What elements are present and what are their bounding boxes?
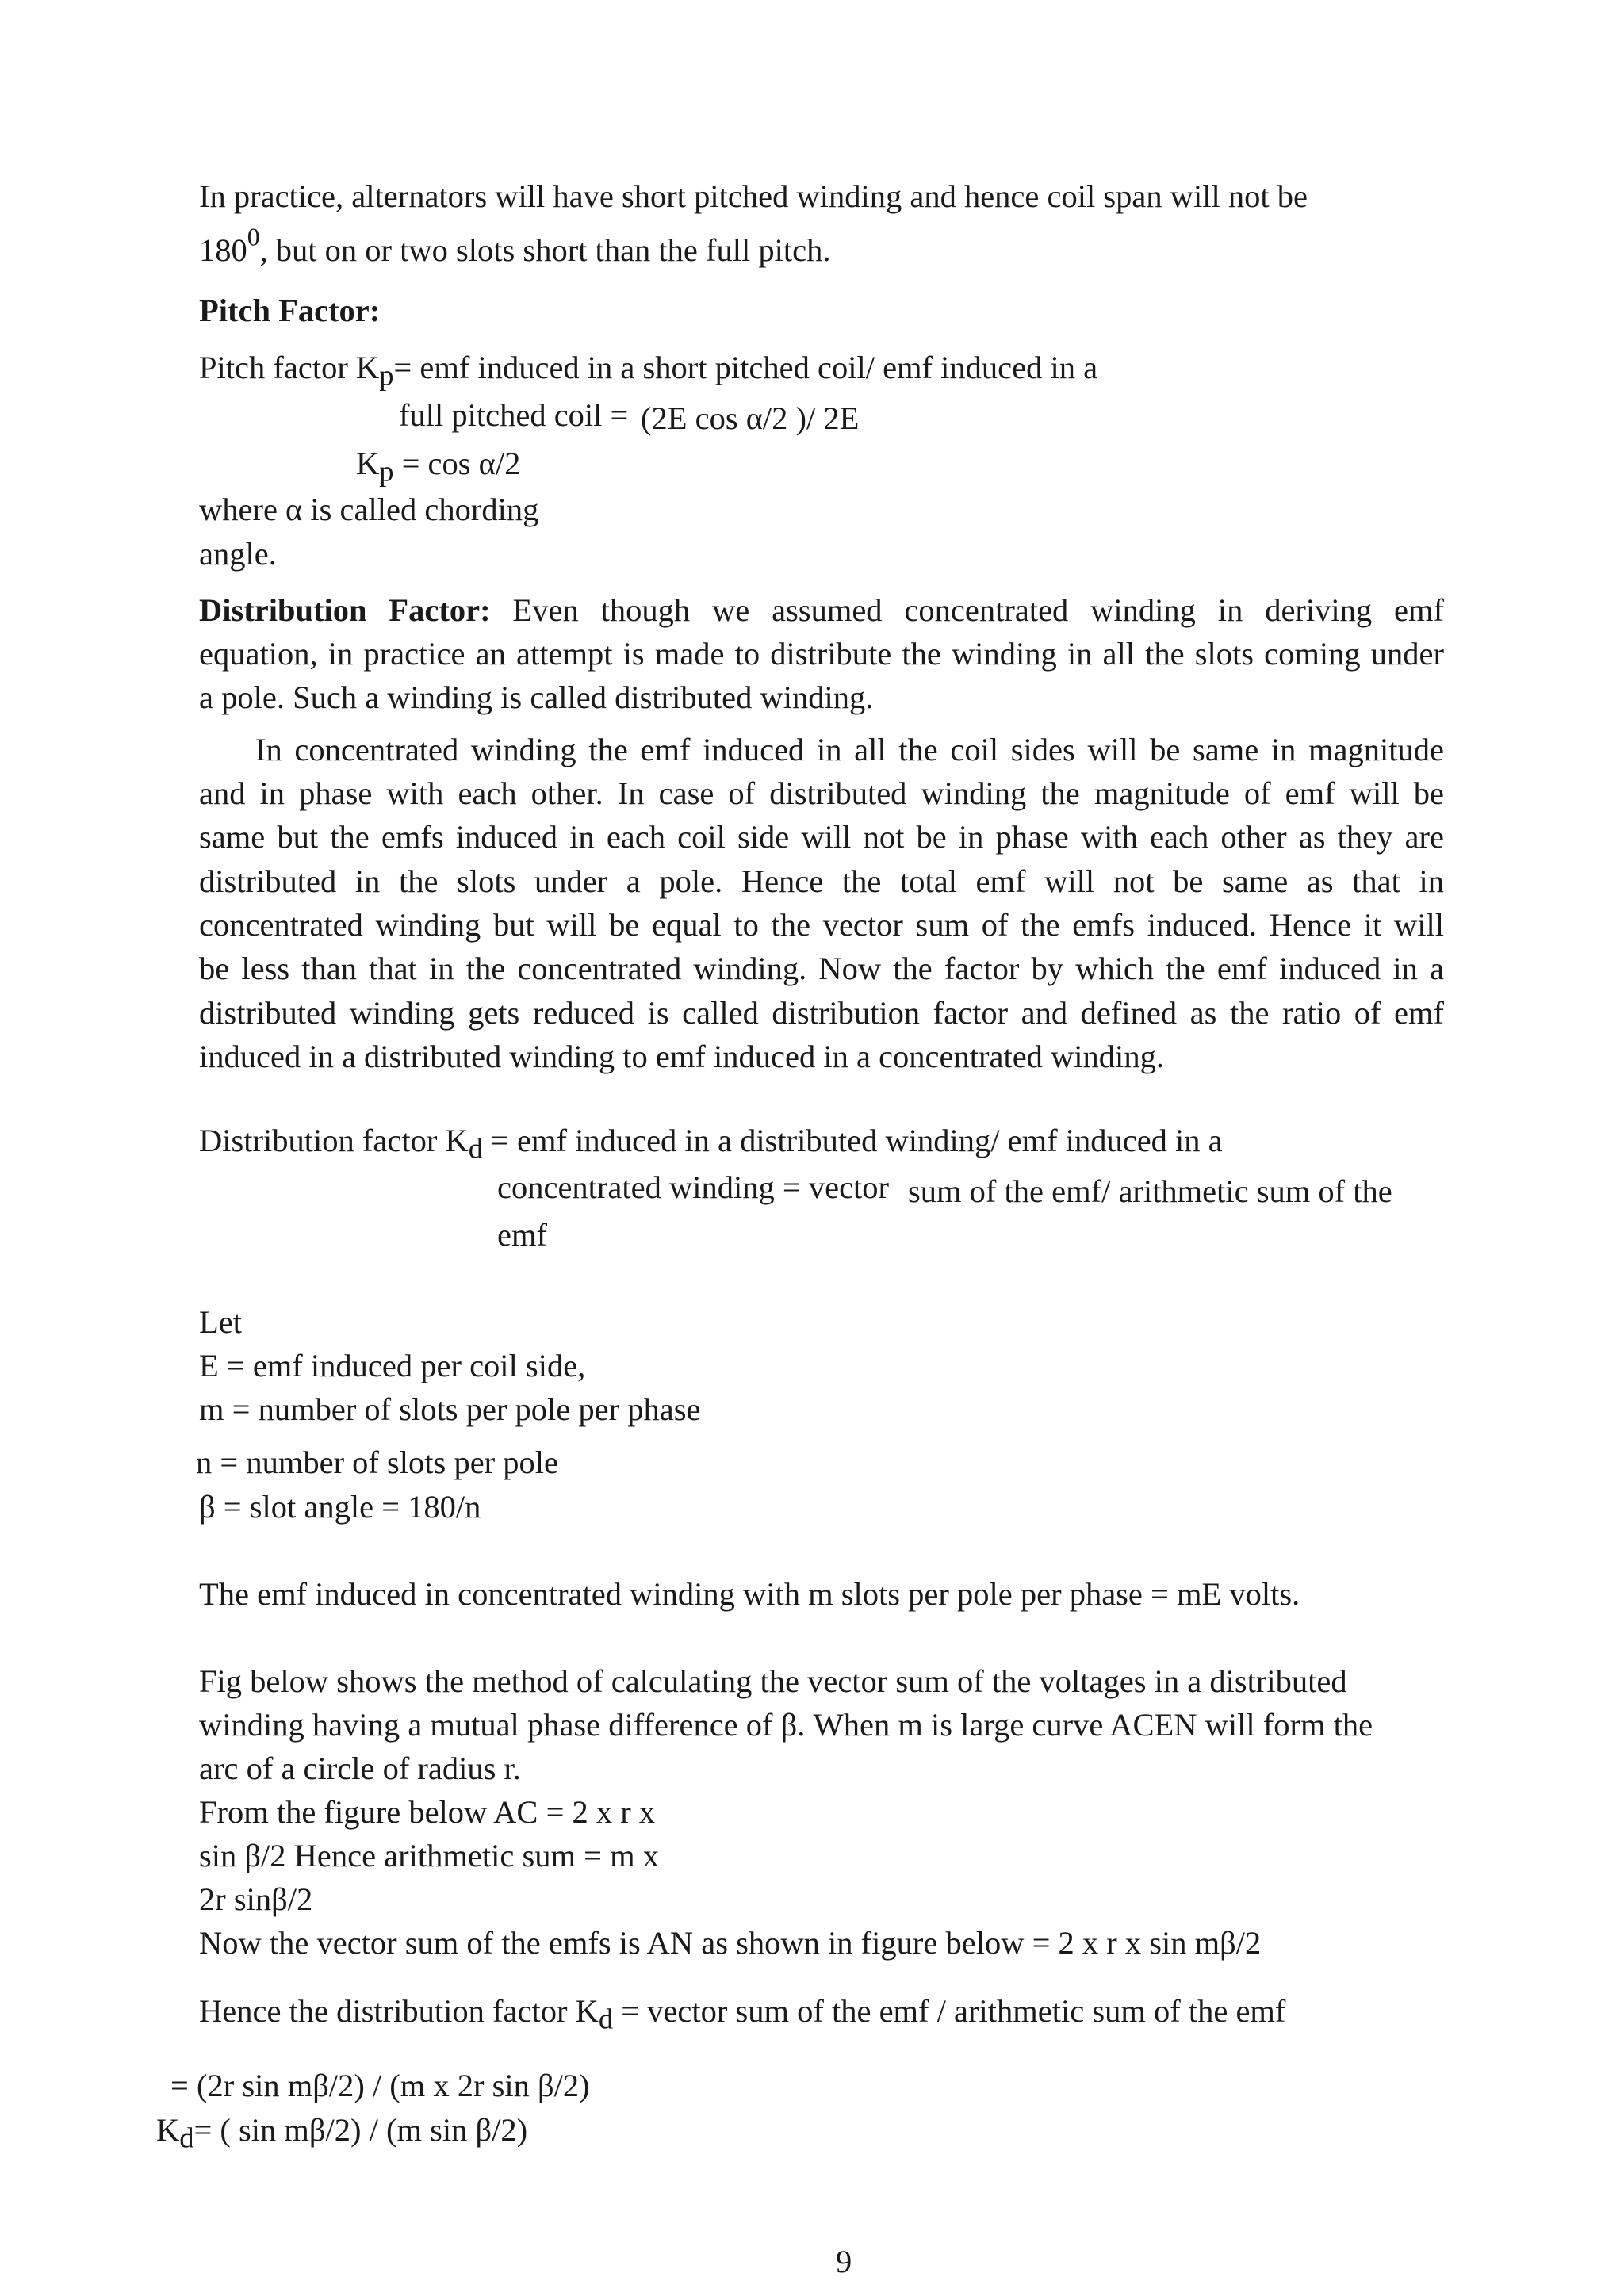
fig-line-2: winding having a mutual phase difference of β. When m is large curve ACEN will form the: [199, 1707, 1373, 1743]
pitch-def-rest: = emf induced in a short pitched coil/ emf induced in a: [393, 350, 1098, 385]
hence-prefix: Hence the distribution factor K: [199, 1993, 599, 2029]
distribution-p2-line-1: In concentrated winding the emf induced in all the coil sides will be same in magnitude: [255, 732, 1444, 767]
let-label: Let: [199, 1304, 242, 1340]
dist-def-continuation-c: emf: [497, 1217, 547, 1253]
distribution-p2-line-8: induced in a distributed winding to emf induced in a concentrated winding.: [199, 1039, 1164, 1074]
dist-def-subscript: d: [468, 1132, 483, 1165]
dist-def-prefix: Distribution factor K: [199, 1123, 469, 1158]
intro-line-2: [199, 223, 831, 272]
distribution-p1-line-2: equation, in practice an attempt is made to distribute the winding in all the slots coming under: [199, 636, 1444, 672]
pitch-eq-subscript: p: [379, 455, 394, 488]
distribution-p2-line-5: concentrated winding but will be equal to the vector sum of the emfs induced. Hence it will: [199, 907, 1444, 943]
pitch-eq-k: K: [356, 446, 380, 481]
pitch-factor-definition: [199, 346, 1098, 392]
equation-kd-final: [156, 2108, 527, 2152]
intro-line-2-rest: , but on or two slots short than the full pitch.: [259, 232, 831, 268]
hence-subscript: d: [598, 2003, 614, 2035]
distribution-p2-line-2: and in phase with each other. In case of distributed winding the magnitude of emf will be: [199, 775, 1444, 811]
distribution-factor-heading: Distribution Factor:: [199, 592, 491, 628]
hence-distribution-factor: [199, 1989, 1285, 2033]
distribution-p1-first-rest: Even though we assumed concentrated winding in deriving emf: [512, 592, 1445, 628]
eq2-subscript: d: [179, 2122, 194, 2154]
chording-where-line-2: angle.: [199, 536, 277, 572]
degree-superscript: 0: [247, 223, 260, 251]
let-m-definition: m = number of slots per pole per phase: [199, 1391, 701, 1427]
pitch-def-expression: (2E cos α/2 )/ 2E: [641, 400, 860, 436]
pitch-factor-heading: Pitch Factor:: [199, 293, 381, 328]
distribution-p1-line-1: [199, 588, 1444, 632]
fig-line-5: sin β/2 Hence arithmetic sum = m x: [199, 1838, 659, 1873]
equation-1: = (2r sin mβ/2) / (m x 2r sin β/2): [170, 2068, 590, 2103]
eq2-k: K: [156, 2112, 180, 2148]
let-e-definition: E = emf induced per coil side,: [199, 1348, 586, 1383]
vector-sum-statement: Now the vector sum of the emfs is AN as shown in figure below = 2 x r x sin mβ/2: [199, 1925, 1262, 1961]
concentrated-emf-statement: The emf induced in concentrated winding with m slots per pole per phase = mE volts.: [199, 1576, 1300, 1612]
pitch-def-continuation: full pitched coil =: [399, 397, 629, 433]
let-n-definition: n = number of slots per pole: [196, 1445, 559, 1480]
eq2-rest: = ( sin mβ/2) / (m sin β/2): [193, 2112, 528, 2148]
pitch-factor-equation: [356, 442, 521, 488]
dist-def-continuation-a: concentrated winding = vector: [497, 1169, 890, 1205]
distribution-p2-line-7: distributed winding gets reduced is called distribution factor and defined as the ratio of emf: [199, 995, 1444, 1031]
chording-where-line-1: where α is called chording: [199, 492, 539, 527]
intro-line-1: In practice, alternators will have short pitched winding and hence coil span will not be: [199, 178, 1308, 214]
dist-def-continuation-b: sum of the emf/ arithmetic sum of the: [908, 1173, 1392, 1209]
distribution-factor-definition: [199, 1119, 1223, 1165]
fig-line-4: From the figure below AC = 2 x r x: [199, 1794, 656, 1830]
distribution-p2-line-4: distributed in the slots under a pole. Hence the total emf will not be same as that in: [199, 863, 1444, 899]
fig-line-6: 2r sinβ/2: [199, 1881, 313, 1917]
let-beta-definition: β = slot angle = 180/n: [199, 1489, 481, 1525]
distribution-p1-line-3: a pole. Such a winding is called distributed winding.: [199, 679, 874, 715]
degree-number: 180: [199, 232, 247, 268]
dist-def-rest: = emf induced in a distributed winding/ emf induced in a: [482, 1123, 1223, 1158]
distribution-p2-line-3: same but the emfs induced in each coil side will not be in phase with each other as they are: [199, 819, 1444, 855]
page-number: 9: [836, 2244, 852, 2279]
fig-line-3: arc of a circle of radius r.: [199, 1751, 521, 1786]
distribution-p2-line-6: be less than that in the concentrated winding. Now the factor by which the emf induced in a: [199, 951, 1444, 986]
pitch-eq-rest: = cos α/2: [393, 446, 521, 481]
pitch-def-prefix: Pitch factor K: [199, 350, 380, 385]
fig-line-1: Fig below shows the method of calculating the vector sum of the voltages in a distributed: [199, 1663, 1347, 1699]
pitch-def-subscript: p: [379, 359, 394, 392]
hence-rest: = vector sum of the emf / arithmetic sum of the emf: [613, 1993, 1286, 2029]
